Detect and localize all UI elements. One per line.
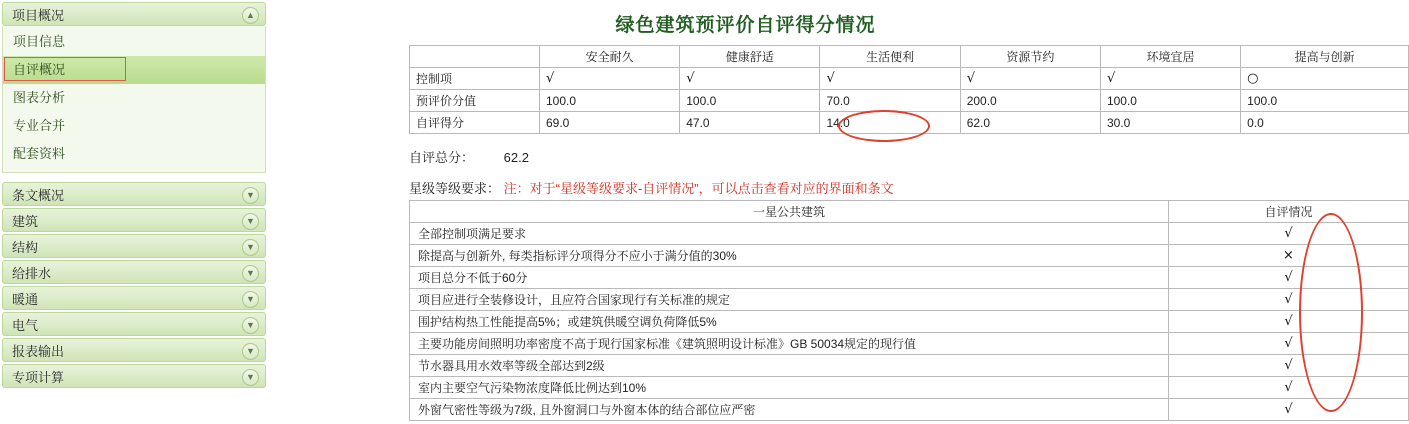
cell-control-safety: √	[540, 68, 680, 90]
requirement-desc: 外窗气密性等级为7级, 且外窗洞口与外窗本体的结合部位应严密	[410, 399, 1169, 421]
table-header-row	[410, 201, 1409, 223]
sidebar-item-discipline-merge[interactable]: 专业合并	[13, 118, 66, 133]
cell-pre-health: 100.0	[680, 90, 820, 112]
sidebar-section-header-structure[interactable]	[2, 234, 266, 258]
cell-self-environment: 30.0	[1100, 112, 1240, 134]
table-row[interactable]	[410, 333, 1409, 355]
table-row[interactable]	[410, 267, 1409, 289]
cell-pre-innovation: 100.0	[1241, 90, 1409, 112]
sidebar-section-header-special-calc[interactable]	[2, 364, 266, 388]
requirement-status: ×	[1169, 245, 1409, 267]
sidebar-section-header-architecture[interactable]	[2, 208, 266, 232]
cell-control-resource: √	[960, 68, 1100, 90]
row-label-pre-eval-score: 预评价分值	[410, 90, 540, 112]
sidebar-item-self-eval-overview[interactable]	[3, 56, 265, 84]
column-header-health: 健康舒适	[680, 46, 820, 68]
chevron-down-icon[interactable]: ▼	[242, 343, 259, 360]
chevron-up-icon[interactable]: ▲	[242, 7, 259, 24]
table-row[interactable]	[410, 223, 1409, 245]
requirement-desc: 围护结构热工性能提高5%；或建筑供暖空调负荷降低5%	[410, 311, 1169, 333]
requirement-desc: 节水器具用水效率等级全部达到2级	[410, 355, 1169, 377]
requirement-table	[409, 200, 1409, 421]
chevron-down-icon[interactable]: ▼	[242, 187, 259, 204]
sidebar-section-header-hvac[interactable]	[2, 286, 266, 310]
chevron-down-icon[interactable]: ▼	[242, 213, 259, 230]
table-row	[410, 90, 1409, 112]
sidebar-section-title: 结构	[12, 239, 39, 255]
cell-self-health: 47.0	[680, 112, 820, 134]
requirement-status: √	[1169, 355, 1409, 377]
column-header-environment: 环境宜居	[1100, 46, 1240, 68]
table-row[interactable]	[410, 399, 1409, 421]
chevron-down-icon[interactable]: ▼	[242, 239, 259, 256]
cell-control-environment: √	[1100, 68, 1240, 90]
table-row[interactable]	[410, 377, 1409, 399]
sidebar-section-body-project	[2, 26, 266, 173]
requirement-status: √	[1169, 311, 1409, 333]
sidebar-section-title: 建筑	[12, 213, 39, 229]
cell-control-health: √	[680, 68, 820, 90]
main-content	[268, 0, 1355, 424]
sidebar-section-title: 给排水	[12, 265, 52, 281]
cell-pre-safety: 100.0	[540, 90, 680, 112]
score-summary-table	[409, 45, 1409, 134]
sidebar-section-header-plumbing[interactable]	[2, 260, 266, 284]
sidebar-section-header-report-output[interactable]	[2, 338, 266, 362]
sidebar-spacer	[0, 173, 268, 180]
chevron-down-icon[interactable]: ▼	[242, 317, 259, 334]
row-label-self-score: 自评得分	[410, 112, 540, 134]
table-row	[410, 68, 1409, 90]
sidebar-section-title: 条文概况	[12, 187, 65, 203]
cell-control-innovation: ○	[1241, 68, 1409, 90]
row-label-control-items: 控制项	[410, 68, 540, 90]
table-row[interactable]	[410, 355, 1409, 377]
sidebar-section-title: 项目概况	[12, 7, 65, 23]
sidebar-section-header-electrical[interactable]	[2, 312, 266, 336]
cell-self-safety: 69.0	[540, 112, 680, 134]
sidebar-item-project-info[interactable]: 项目信息	[13, 34, 66, 49]
cell-pre-convenience: 70.0	[820, 90, 960, 112]
requirement-desc: 主要功能房间照明功率密度不高于现行国家标准《建筑照明设计标准》GB 50034规定的现行值	[410, 333, 1169, 355]
requirement-status: √	[1169, 377, 1409, 399]
total-score-value: 62.2	[503, 150, 529, 165]
table-row[interactable]	[410, 289, 1409, 311]
chevron-down-icon[interactable]: ▼	[242, 291, 259, 308]
requirement-status: √	[1169, 267, 1409, 289]
sidebar-item-label: 自评概况	[13, 62, 66, 77]
table-header-row	[410, 46, 1409, 68]
total-score-line	[409, 147, 529, 166]
cell-pre-environment: 100.0	[1100, 90, 1240, 112]
chevron-down-icon[interactable]: ▼	[242, 369, 259, 386]
sidebar-section-header-clauses[interactable]	[2, 182, 266, 206]
sidebar-item-supporting-materials[interactable]: 配套资料	[13, 146, 66, 161]
star-requirement-label: 星级等级要求：	[409, 181, 501, 196]
table-row[interactable]	[410, 311, 1409, 333]
requirement-status: √	[1169, 289, 1409, 311]
cell-self-innovation: 0.0	[1241, 112, 1409, 134]
selection-outline	[4, 57, 126, 81]
star-requirement-note[interactable]: 注：对于“星级等级要求-自评情况”，可以点击查看对应的界面和条文	[503, 181, 894, 196]
sidebar-section-header-project[interactable]	[2, 2, 266, 26]
total-score-label: 自评总分：	[409, 150, 475, 165]
table-row[interactable]	[410, 245, 1409, 267]
cell-pre-resource: 200.0	[960, 90, 1100, 112]
requirement-desc: 项目应进行全装修设计，且应符合国家现行有关标准的规定	[410, 289, 1169, 311]
table-row	[410, 112, 1409, 134]
requirement-desc: 室内主要空气污染物浓度降低比例达到10%	[410, 377, 1169, 399]
column-header-blank	[410, 46, 540, 68]
sidebar-section-title: 报表输出	[12, 343, 65, 359]
column-header-one-star-public-building: 一星公共建筑	[410, 201, 1169, 223]
requirement-status: √	[1169, 333, 1409, 355]
star-requirement-line	[409, 178, 894, 197]
column-header-resource: 资源节约	[960, 46, 1100, 68]
chevron-down-icon[interactable]: ▼	[242, 265, 259, 282]
requirement-status: √	[1169, 399, 1409, 421]
column-header-innovation: 提高与创新	[1241, 46, 1409, 68]
sidebar-item-chart-analysis[interactable]: 图表分析	[13, 90, 66, 105]
cell-self-convenience: 14.0	[820, 112, 960, 134]
requirement-desc: 全部控制项满足要求	[410, 223, 1169, 245]
cell-control-convenience: √	[820, 68, 960, 90]
column-header-self-eval-status: 自评情况	[1169, 201, 1409, 223]
page-title: 绿色建筑预评价自评得分情况	[615, 15, 876, 36]
requirement-desc: 除提高与创新外, 每类指标评分项得分不应小于满分值的30%	[410, 245, 1169, 267]
requirement-desc: 项目总分不低于60分	[410, 267, 1169, 289]
sidebar-section-title: 电气	[12, 317, 39, 333]
sidebar-section-title: 专项计算	[12, 369, 65, 385]
column-header-convenience: 生活便利	[820, 46, 960, 68]
column-header-safety: 安全耐久	[540, 46, 680, 68]
sidebar	[0, 0, 268, 424]
sidebar-section-title: 暖通	[12, 291, 39, 307]
requirement-status: √	[1169, 223, 1409, 245]
cell-self-resource: 62.0	[960, 112, 1100, 134]
